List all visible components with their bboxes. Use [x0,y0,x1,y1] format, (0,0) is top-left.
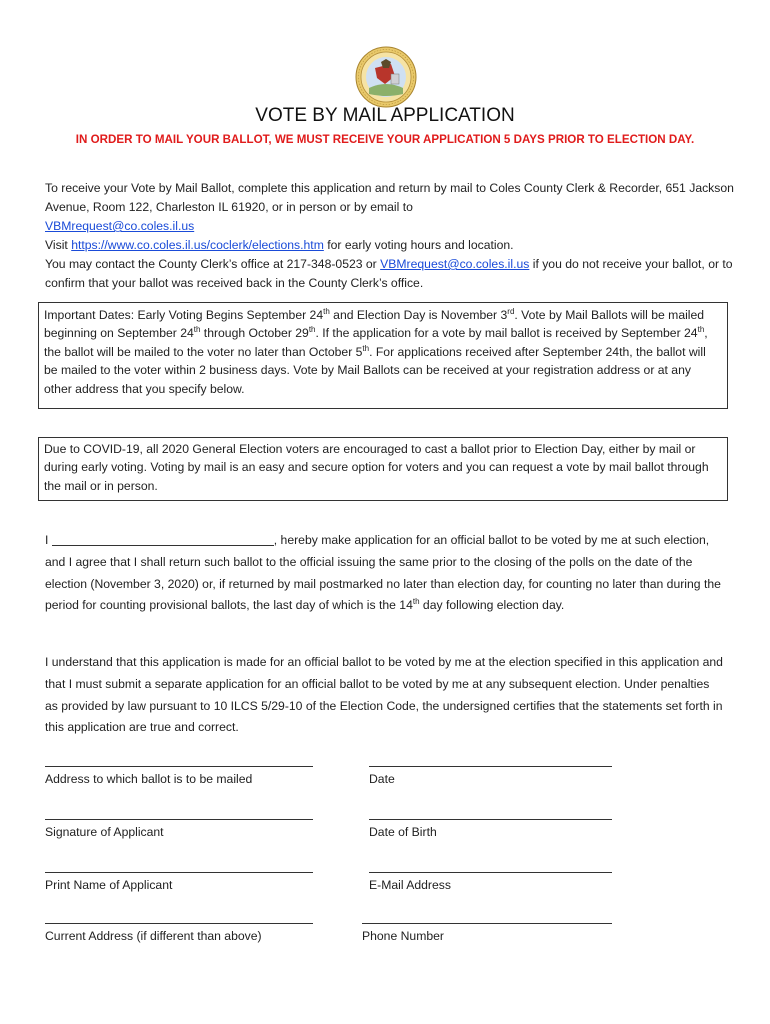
ordinal: th [412,597,420,607]
dates-text: . For applications received after September 24th, the ballot will be mailed to the voter within 2 business days. Vote by Mail Ballots can be received at your registration address or at any other address that you specify below. [44,344,706,396]
date-of-birth-label: Date of Birth [369,825,437,839]
dates-text: and Election Day is November 3 [329,308,508,322]
dates-text: Important Dates: Early Voting Begins September 24 [44,308,324,322]
phone-number-label: Phone Number [362,929,444,943]
ordinal: th [323,306,330,316]
contact-email-link[interactable]: VBMrequest@co.coles.il.us [380,257,530,271]
contact-suffix: if you do not receive your ballot, or to confirm that your ballot was received back in the County Clerk’s office. [45,257,733,290]
covid-notice: Due to COVID-19, all 2020 General Election voters are encouraged to cast a ballot prior to Election Day, either by mail or during early voting. Voting by mail is an easy and secure option for voters and you can request a vote by mail ballot through the mail or in person. [44,442,709,493]
applicant-name-blank[interactable] [52,533,274,546]
current-address-label: Current Address (if different than above) [45,929,262,943]
dates-text: through October 29 [200,326,309,341]
page-title: VOTE BY MAIL APPLICATION [255,105,515,126]
deadline-warning: IN ORDER TO MAIL YOUR BALLOT, WE MUST RECEIVE YOUR APPLICATION 5 DAYS PRIOR TO ELECTION DAY. [75,133,695,146]
certification [45,652,725,739]
date-of-birth-line[interactable] [369,819,612,821]
important-dates-box [38,302,728,409]
signature-label: Signature of Applicant [45,825,164,839]
certification-text: I understand that this application is made for an official ballot to be voted by me at the election specified in this application and that I must submit a separate application for an official ballot to be voted by me at any subsequent election. Under penalties as provided by law pursuant to 10 ILCS 5/29-10 of the Election Code, the undersigned certifies that the statements set forth in this application are true and correct. [45,655,723,735]
email-address-label: E-Mail Address [369,878,451,892]
print-name-line[interactable] [45,872,313,874]
ordinal: th [697,325,705,335]
date-line[interactable] [369,766,612,768]
dates-text: , the ballot will be mailed to the voter no later than October 5 [44,326,708,359]
signature-line[interactable] [45,819,313,821]
illinois-state-seal-icon [355,46,417,108]
print-name-label: Print Name of Applicant [45,878,173,892]
visit-suffix: for early voting hours and location. [323,238,514,252]
email-link[interactable]: VBMrequest@co.coles.il.us [45,219,195,233]
ordinal: th [193,325,201,335]
declaration-text: , hereby make application for an official ballot to be voted by me at such election, and I agree that I shall return such ballot to the official issuing the same prior to the closing of the polls on the date of the election (November 3, 2020) or, if returned by mail postmarked no later than election day, for counting no later than during the period for counting provisional ballots, the last day of which is the 14 [45,533,721,613]
date-label: Date [369,772,395,786]
instructions [45,179,735,293]
website-link[interactable]: https://www.co.coles.il.us/coclerk/elections.htm [71,238,324,252]
ordinal: th [362,343,370,353]
visit-prefix: Visit [45,238,72,252]
email-address-line[interactable] [369,872,612,874]
declaration [45,530,725,617]
phone-number-line[interactable] [362,923,612,925]
ordinal: th [308,325,316,335]
address-mailed-line[interactable] [45,766,313,768]
dates-text: . If the application for a vote by mail ballot is received by September 24 [315,326,698,341]
declaration-suffix: day following election day. [419,598,565,613]
address-mailed-label: Address to which ballot is to be mailed [45,772,253,786]
instructions-text: To receive your Vote by Mail Ballot, complete this application and return by mail to Coles County Clerk & Recorder, 651 Jackson Avenue, Room 122, Charleston IL 61920, or in person or by email to [45,181,734,214]
declaration-prefix: I [45,533,52,547]
ordinal: rd [507,306,515,316]
current-address-line[interactable] [45,923,313,925]
covid-notice-box [38,437,728,501]
dates-text: . Vote by Mail Ballots will be mailed beginning on September 24 [44,308,705,341]
contact-prefix: You may contact the County Clerk’s office at 217-348-0523 or [45,257,381,271]
